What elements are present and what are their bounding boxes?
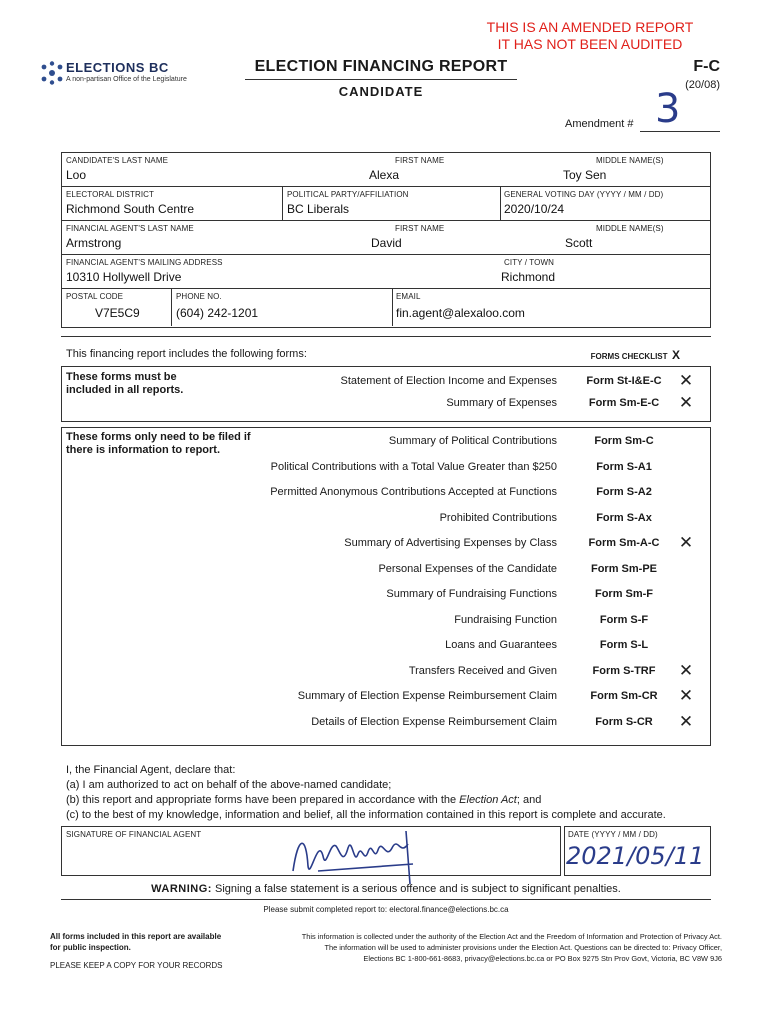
form-name: Form St-I&E-C xyxy=(586,375,662,387)
warning-text: Signing a false statement is a serious offence and is subject to significant penalties. xyxy=(215,883,621,895)
agent-last-name: Armstrong xyxy=(66,236,122,250)
agent-address-label: FINANCIAL AGENT'S MAILING ADDRESS xyxy=(66,258,223,267)
agent-middle-name: Scott xyxy=(565,236,593,250)
checkbox-mark[interactable]: ✕ xyxy=(678,686,694,705)
declaration-b-text: (b) this report and appropriate forms have been prepared in accordance with the xyxy=(66,794,460,806)
form-name: Form Sm-PE xyxy=(590,562,657,575)
date-value: 2021/05/11 xyxy=(566,842,705,870)
agent-address: 10310 Hollywell Drive xyxy=(66,270,182,284)
postal-code: V7E5C9 xyxy=(95,306,140,320)
form-name: Form S-CR xyxy=(595,715,653,728)
form-description: Loans and Guarantees xyxy=(445,639,557,651)
form-description: Summary of Election Expense Reimbursement Claim xyxy=(297,690,557,702)
warning-label: WARNING: xyxy=(151,883,212,895)
form-name: Form Sm-E-C xyxy=(588,397,660,409)
info-row-divider-1 xyxy=(61,186,711,187)
form-description: Summary of Fundraising Functions xyxy=(386,588,557,600)
footer-left-line3: PLEASE KEEP A COPY FOR YOUR RECORDS xyxy=(50,961,223,970)
footer-right-line2: The information will be used to administer provisions under the Election Act. Questions can be directed to: Privacy Officer, xyxy=(324,943,722,952)
info-col-divider-phone xyxy=(171,288,172,326)
phone-label: PHONE NO. xyxy=(176,292,222,301)
email-label: EMAIL xyxy=(396,292,421,301)
checklist-header-mark: X xyxy=(671,348,680,362)
form-name: Form S-L xyxy=(599,639,649,651)
form-name: Form Sm-A-C xyxy=(588,537,660,549)
report-subtitle: CANDIDATE xyxy=(338,84,424,99)
form-name: Form S-TRF xyxy=(592,664,656,677)
form-description: Permitted Anonymous Contributions Accepted at Functions xyxy=(270,486,557,498)
electoral-district: Richmond South Centre xyxy=(66,202,195,216)
declaration-b-act: Election Act xyxy=(459,794,517,806)
form-name: Form S-Ax xyxy=(596,511,652,524)
form-description: Details of Election Expense Reimbursement Claim xyxy=(311,715,557,728)
warning xyxy=(61,883,711,895)
agent-middle-name-label: MIDDLE NAME(S) xyxy=(596,224,664,233)
agent-first-name: David xyxy=(371,236,402,250)
title-underline xyxy=(245,79,517,80)
footer-right-line3: Elections BC 1-800-661-8683, privacy@elections.bc.ca or PO Box 9275 Stn Prov Govt, Victoria, BC V8W 9J6 xyxy=(363,954,722,963)
elections-bc-logo xyxy=(40,60,230,90)
form-description: Summary of Political Contributions xyxy=(388,435,557,447)
declaration-b-end: ; and xyxy=(516,794,542,806)
declaration-intro: I, the Financial Agent, declare that: xyxy=(66,764,236,776)
footer-left-line1: All forms included in this report are available xyxy=(50,932,222,941)
party-label: POLITICAL PARTY/AFFILIATION xyxy=(287,190,409,199)
signature-label: SIGNATURE OF FINANCIAL AGENT xyxy=(66,830,202,839)
form-description: Summary of Expenses xyxy=(446,397,557,409)
form-name: Form S-F xyxy=(599,613,649,626)
candidate-first-name: Alexa xyxy=(369,168,400,182)
optional-note: These forms only need to be filed if there is information to report. xyxy=(66,431,251,456)
info-row-divider-4 xyxy=(61,288,711,289)
agent-city: Richmond xyxy=(501,270,556,284)
checkbox-mark[interactable]: ✕ xyxy=(678,393,694,412)
footer-right-line1: This information is collected under the authority of the Election Act and the Freedom of Information and Protection of Privacy Act. xyxy=(301,932,722,941)
info-row-divider-2 xyxy=(61,220,711,221)
candidate-middle-name-label: MIDDLE NAME(S) xyxy=(596,156,664,165)
checklist-header xyxy=(560,346,680,364)
info-col-divider-email xyxy=(392,288,393,326)
candidate-last-name-label: CANDIDATE'S LAST NAME xyxy=(66,156,169,165)
amended-notice-line1: THIS IS AN AMENDED REPORT xyxy=(486,19,694,35)
footer-left xyxy=(50,931,223,971)
candidate-middle-name: Toy Sen xyxy=(563,168,607,182)
required-note: These forms must be included in all reports. xyxy=(66,371,184,396)
checkbox-mark[interactable]: ✕ xyxy=(678,533,694,552)
date-label: DATE (YYYY / MM / DD) xyxy=(568,830,658,839)
form-name: Form Sm-C xyxy=(594,435,654,447)
footer-left-line2: for public inspection. xyxy=(50,943,131,952)
form-description: Statement of Election Income and Expenses xyxy=(340,375,557,387)
form-name: Form S-A2 xyxy=(596,486,652,498)
form-description: Summary of Advertising Expenses by Class xyxy=(344,537,557,549)
agent-last-name-label: FINANCIAL AGENT'S LAST NAME xyxy=(66,224,194,233)
form-description: Political Contributions with a Total Value Greater than $250 xyxy=(270,460,557,473)
checkbox-mark[interactable]: ✕ xyxy=(678,371,694,390)
amendment-value: 3 xyxy=(655,86,681,132)
report-title: ELECTION FINANCING REPORT xyxy=(254,58,508,75)
checklist-intro: This financing report includes the following forms: xyxy=(66,348,307,360)
form-description: Fundraising Function xyxy=(454,613,557,626)
info-row-divider-3 xyxy=(61,254,711,255)
form-version: (20/08) xyxy=(685,79,720,91)
amended-notice-line2: IT HAS NOT BEEN AUDITED xyxy=(497,36,683,52)
signature-scribble xyxy=(288,826,428,886)
checklist-top-rule xyxy=(61,336,711,337)
submit-note: Please submit completed report to: electoral.finance@elections.bc.ca xyxy=(263,905,509,914)
email: fin.agent@alexaloo.com xyxy=(396,306,525,320)
postal-code-label: POSTAL CODE xyxy=(66,292,124,301)
logo-text: ELECTIONS BC xyxy=(66,60,169,75)
candidate-last-name: Loo xyxy=(66,168,87,182)
amended-notice xyxy=(440,19,740,53)
form-description: Prohibited Contributions xyxy=(439,511,557,524)
logo-subtitle: A non-partisan Office of the Legislature xyxy=(66,76,187,83)
logo-star-icon xyxy=(40,61,64,85)
footer-right xyxy=(236,931,722,964)
amendment-label: Amendment # xyxy=(565,118,634,130)
checklist-header-label: FORMS CHECKLIST xyxy=(590,352,668,361)
warning-rule xyxy=(61,899,711,900)
form-name: Form Sm-F xyxy=(594,588,654,600)
phone: (604) 242-1201 xyxy=(176,306,259,320)
agent-first-name-label: FIRST NAME xyxy=(395,224,445,233)
declaration xyxy=(66,763,666,823)
form-name: Form S-A1 xyxy=(596,460,652,473)
declaration-c: (c) to the best of my knowledge, information and belief, all the information contained in this report is complete and accurate. xyxy=(66,809,666,821)
checkbox-mark[interactable]: ✕ xyxy=(678,711,694,731)
candidate-first-name-label: FIRST NAME xyxy=(395,156,445,165)
form-code: F-C xyxy=(693,58,720,75)
form-description: Personal Expenses of the Candidate xyxy=(378,562,557,575)
form-description: Transfers Received and Given xyxy=(408,664,557,677)
declaration-a: (a) I am authorized to act on behalf of the above-named candidate; xyxy=(66,779,392,791)
party: BC Liberals xyxy=(287,202,350,216)
voting-day: 2020/10/24 xyxy=(504,202,565,216)
electoral-district-label: ELECTORAL DISTRICT xyxy=(66,190,155,199)
checkbox-mark[interactable]: ✕ xyxy=(678,660,694,680)
form-name: Form Sm-CR xyxy=(590,690,658,702)
declaration-b xyxy=(66,793,666,808)
agent-city-label: CITY / TOWN xyxy=(504,258,554,267)
info-col-divider-date xyxy=(500,186,501,220)
voting-day-label: GENERAL VOTING DAY (YYYY / MM / DD) xyxy=(504,190,664,199)
info-col-divider-party xyxy=(282,186,283,220)
